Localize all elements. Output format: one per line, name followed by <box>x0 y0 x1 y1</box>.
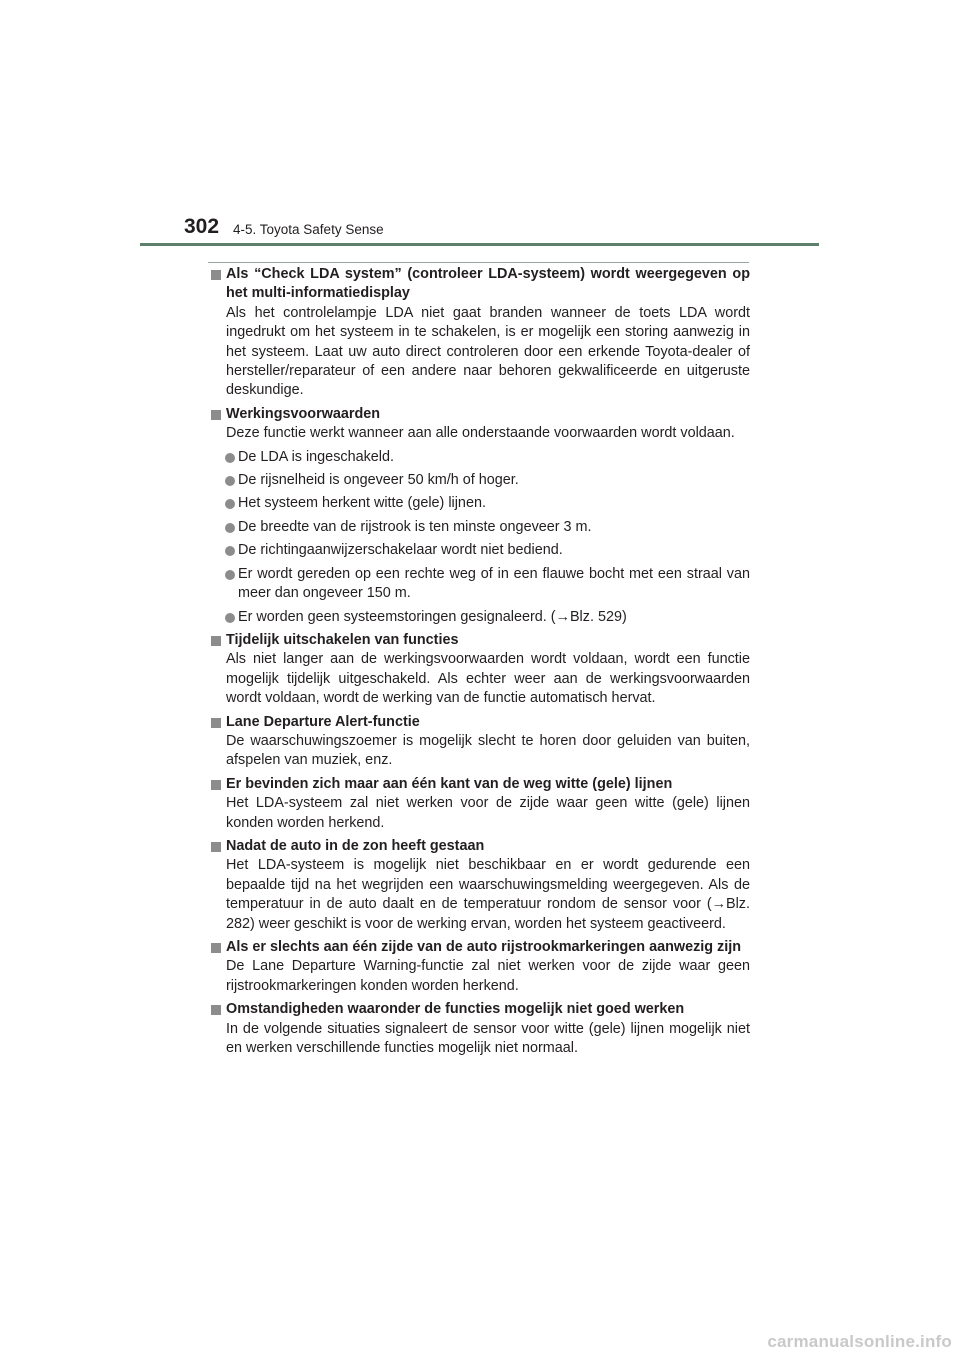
square-bullet-icon <box>211 943 221 953</box>
list-item: Er worden geen systeemstoringen gesignaleerd. (→Blz. 529) <box>211 608 750 627</box>
section-body: De Lane Departure Warning-functie zal niet werken voor de zijde waar geen rijstrookmarkeringen konden worden herkend. <box>226 958 750 994</box>
round-bullet-icon <box>225 613 235 623</box>
section-operating-conditions <box>211 405 750 627</box>
round-bullet-icon <box>225 570 235 580</box>
section-temporary-disable <box>211 631 750 709</box>
round-bullet-icon <box>225 476 235 486</box>
section-body: Deze functie werkt wanneer aan alle onderstaande voorwaarden wordt voldaan. <box>226 425 735 442</box>
section-after-sun <box>211 837 750 934</box>
section-malfunction-conditions <box>211 1000 750 1058</box>
list-item: De richtingaanwijzerschakelaar wordt niet bediend. <box>211 541 750 560</box>
section-body: De waarschuwingszoemer is mogelijk slecht te horen door geluiden van buiten, afspelen van muziek, enz. <box>226 732 750 769</box>
section-check-lda <box>211 265 750 401</box>
section-body: In de volgende situaties signaleert de sensor voor witte (gele) lijnen mogelijk niet en werken verschillende functies mogelijk niet normaal. <box>226 1020 750 1057</box>
section-heading: Als er slechts aan één zijde van de auto rijstrookmarkeringen aanwezig zijn <box>226 939 742 955</box>
round-bullet-icon <box>225 499 235 509</box>
section-body: Het LDA-systeem zal niet werken voor de zijde waar geen witte (gele) lijnen konden worden herkend. <box>226 795 750 831</box>
section-lane-departure-alert <box>211 713 750 771</box>
content-top-rule <box>208 262 749 263</box>
list-item: De rijsnelheid is ongeveer 50 km/h of hoger. <box>211 471 750 490</box>
page-header <box>0 0 960 250</box>
section-heading: Werkingsvoorwaarden <box>226 405 381 422</box>
round-bullet-icon <box>225 523 235 533</box>
section-heading: Nadat de auto in de zon heeft gestaan <box>226 837 485 854</box>
square-bullet-icon <box>211 1005 221 1015</box>
square-bullet-icon <box>211 270 221 280</box>
page-number: 302 <box>184 215 220 238</box>
list-item: Het systeem herkent witte (gele) lijnen. <box>211 494 750 513</box>
watermark: carmanualsonline.info <box>767 1332 952 1351</box>
square-bullet-icon <box>211 410 221 420</box>
round-bullet-icon <box>225 546 235 556</box>
list-item: De breedte van de rijstrook is ten minste ongeveer 3 m. <box>211 518 750 537</box>
list-item: De LDA is ingeschakeld. <box>211 448 750 467</box>
section-heading: Er bevinden zich maar aan één kant van de weg witte (gele) lijnen <box>226 775 673 792</box>
section-heading: Tijdelijk uitschakelen van functies <box>226 631 459 648</box>
list-item: Er wordt gereden op een rechte weg of in een flauwe bocht met een straal van meer dan ongeveer 150 m. <box>211 565 750 604</box>
section-body: Het LDA-systeem is mogelijk niet beschikbaar en er wordt gedurende een bepaalde tijd na het wegrijden een waarschuwingsmelding weergegeven. Als de temperatuur in de auto daalt en de temperatuur rondom de sensor voor (→Blz. 282) weer geschikt is voor de werking ervan, worden het systeem geactiveerd. <box>226 857 750 932</box>
section-body: Als het controlelampje LDA niet gaat branden wanneer de toets LDA wordt ingedrukt om het systeem in te schakelen, is er mogelijk een storing aanwezig in het systeem. Laat uw auto direct controleren door een erkende Toyota-dealer of hersteller/reparateur of een andere naar behoren gekwalificeerde en uitgeruste deskundige. <box>226 304 750 399</box>
section-heading: Als “Check LDA system” (controleer LDA-systeem) wordt weergegeven op het multi-informatiedisplay <box>226 266 750 302</box>
conditions-list <box>211 448 750 627</box>
square-bullet-icon <box>211 718 221 728</box>
section-heading: Omstandigheden waaronder de functies mogelijk niet goed werken <box>226 1001 685 1018</box>
square-bullet-icon <box>211 780 221 790</box>
section-one-side-lines <box>211 775 750 833</box>
header-rule <box>140 243 819 246</box>
section-title: 4-5. Toyota Safety Sense <box>233 222 384 237</box>
square-bullet-icon <box>211 842 221 852</box>
round-bullet-icon <box>225 453 235 463</box>
section-heading: Lane Departure Alert-functie <box>226 713 420 730</box>
section-body: Als niet langer aan de werkingsvoorwaarden wordt voldaan, wordt een functie mogelijk tijdelijk uitgeschakeld. Als echter weer aan de werkingsvoorwaarden wordt voldaan, wordt de werking van de functie automatisch hervat. <box>226 651 750 707</box>
square-bullet-icon <box>211 636 221 646</box>
section-one-side-markings <box>211 938 750 996</box>
page-content <box>211 265 750 1062</box>
